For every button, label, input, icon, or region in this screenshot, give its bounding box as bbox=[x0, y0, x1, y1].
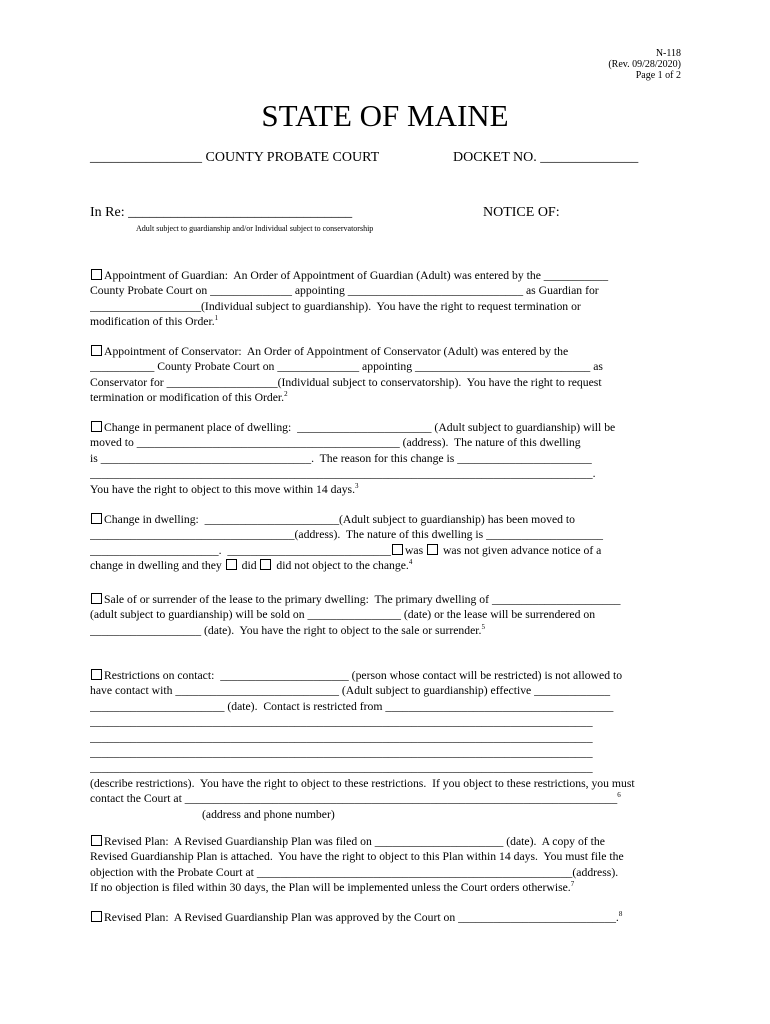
section-change-permanent-dwelling bbox=[90, 420, 682, 497]
section-text: Revised Plan: A Revised Guardianship Plan was filed on ______________________ (date). A copy of the bbox=[104, 835, 605, 848]
footnote-ref: 4 bbox=[408, 558, 413, 567]
restrictions-contact-checkbox[interactable] bbox=[91, 669, 102, 680]
in-re-caption: Adult subject to guardianship and/or Individual subject to conservatorship bbox=[136, 224, 374, 233]
footnote-ref: 8 bbox=[618, 910, 623, 918]
page-number: Page 1 of 2 bbox=[635, 70, 681, 81]
section-text: did not object to the change. bbox=[276, 559, 409, 573]
revised-plan-approved-checkbox[interactable] bbox=[91, 911, 102, 922]
footnote-ref: 7 bbox=[570, 880, 575, 889]
section-text: ___________________(Individual subject to guardianship). You have the right to request termination or bbox=[90, 299, 581, 313]
section-restrictions-contact bbox=[90, 668, 682, 822]
section-text: _______________________ (date). Contact is restricted from _______________________________________ bbox=[90, 699, 614, 713]
county-court-field[interactable]: ________________ COUNTY PROBATE COURT bbox=[90, 150, 380, 165]
section-text: Conservator for ___________________(Individual subject to conservatorship). You have the right to request bbox=[90, 375, 602, 389]
section-text: moved to _____________________________________________ (address). The nature of this dwelling bbox=[90, 436, 581, 450]
section-text: was not given advance notice of a bbox=[442, 543, 602, 557]
was-not-checkbox[interactable] bbox=[427, 544, 438, 555]
section-appointment-guardian bbox=[90, 268, 682, 330]
section-text: modification of this Order. bbox=[90, 315, 215, 329]
section-text: Revised Guardianship Plan is attached. You have the right to object to this Plan within 14 days. You must file the bbox=[90, 850, 624, 864]
section-text: was bbox=[404, 543, 424, 557]
section-text: did bbox=[241, 559, 257, 573]
section-text: Sale of or surrender of the lease to the primary dwelling: The primary dwelling of ______________________ bbox=[104, 593, 621, 606]
section-text: (describe restrictions). You have the right to object to these restrictions. If you object to these restrictions, you must bbox=[90, 776, 635, 790]
footnote-ref: 5 bbox=[481, 622, 485, 631]
section-text: Change in permanent place of dwelling: _______________________ (Adult subject to guardianship) will be bbox=[104, 421, 616, 434]
sale-surrender-checkbox[interactable] bbox=[91, 593, 102, 604]
appointment-conservator-checkbox[interactable] bbox=[91, 345, 102, 356]
section-text: ______________________________________________________________________________________ bbox=[90, 761, 593, 775]
section-text: ______________________________________________________________________________________ bbox=[90, 730, 593, 744]
section-text: County Probate Court on ______________ appointing ______________________________ as Guardian for bbox=[90, 284, 599, 298]
section-text: ______________________________________________________________________________________ bbox=[90, 715, 593, 729]
footnote-ref: 2 bbox=[284, 390, 288, 399]
change-permanent-dwelling-checkbox[interactable] bbox=[91, 421, 102, 432]
footnote-ref: 1 bbox=[214, 314, 219, 323]
section-text: termination or modification of this Order. bbox=[90, 391, 285, 405]
section-text: Appointment of Conservator: An Order of Appointment of Conservator (Adult) was entered by the bbox=[104, 345, 569, 358]
section-text: (address and phone number) bbox=[202, 807, 335, 821]
section-text: Revised Plan: A Revised Guardianship Plan was approved by the Court on ___________________________. bbox=[104, 911, 619, 924]
section-text: Change in dwelling: _______________________(Adult subject to guardianship) has been moved to bbox=[104, 513, 576, 526]
section-text: ___________________________________(address). The nature of this dwelling is ____________________ bbox=[90, 528, 604, 542]
change-dwelling-checkbox[interactable] bbox=[91, 513, 102, 524]
revised-plan-filed-checkbox[interactable] bbox=[91, 835, 102, 846]
section-change-dwelling bbox=[90, 512, 682, 574]
section-text: objection with the Probate Court at ______________________________________________________(address). bbox=[90, 865, 619, 879]
appointment-guardian-checkbox[interactable] bbox=[91, 269, 102, 280]
footnote-ref: 6 bbox=[617, 791, 621, 800]
section-text: ___________ County Probate Court on ______________ appointing ______________________________ as bbox=[90, 360, 603, 374]
section-text: Appointment of Guardian: An Order of Appointment of Guardian (Adult) was entered by the ___________ bbox=[104, 269, 609, 282]
section-text: Restrictions on contact: ______________________ (person whose contact will be restricted) is not allowed to bbox=[104, 669, 623, 682]
section-text: ______________________________________________________________________________________ bbox=[90, 746, 593, 760]
form-number: N-118 bbox=[655, 48, 681, 59]
page-title: STATE OF MAINE bbox=[261, 98, 509, 133]
section-text: You have the right to object to this move within 14 days. bbox=[90, 482, 356, 496]
did-checkbox[interactable] bbox=[226, 559, 237, 570]
revision-date: (Rev. 09/28/2020) bbox=[608, 59, 681, 70]
section-text: have contact with ____________________________ (Adult subject to guardianship) effective _____________ bbox=[90, 684, 611, 698]
section-text: ___________________ (date). You have the right to object to the sale or surrender. bbox=[90, 623, 482, 637]
section-text: ______________________. ____________________________ bbox=[90, 543, 391, 557]
section-revised-plan-filed bbox=[90, 834, 682, 896]
section-text: ______________________________________________________________________________________. bbox=[90, 467, 596, 481]
section-text: (adult subject to guardianship) will be sold on ________________ (date) or the lease will be surrendered on bbox=[90, 608, 596, 622]
docket-number-field[interactable]: DOCKET NO. ______________ bbox=[453, 150, 639, 165]
section-appointment-conservator bbox=[90, 344, 682, 406]
notice-of-label: NOTICE OF: bbox=[483, 205, 560, 220]
section-sale-surrender-lease bbox=[90, 592, 682, 638]
footnote-ref: 3 bbox=[355, 481, 359, 490]
section-revised-plan-approved bbox=[90, 910, 682, 925]
section-text: change in dwelling and they bbox=[90, 559, 222, 573]
section-text: is ____________________________________. The reason for this change is _______________________ bbox=[90, 451, 592, 465]
section-text: If no objection is filed within 30 days, the Plan will be implemented unless the Court orders otherwise. bbox=[90, 881, 571, 895]
was-checkbox[interactable] bbox=[392, 544, 403, 555]
in-re-field[interactable]: In Re: ________________________________ bbox=[90, 205, 353, 220]
did-not-checkbox[interactable] bbox=[260, 559, 271, 570]
section-text: contact the Court at __________________________________________________________________________ bbox=[90, 792, 618, 806]
